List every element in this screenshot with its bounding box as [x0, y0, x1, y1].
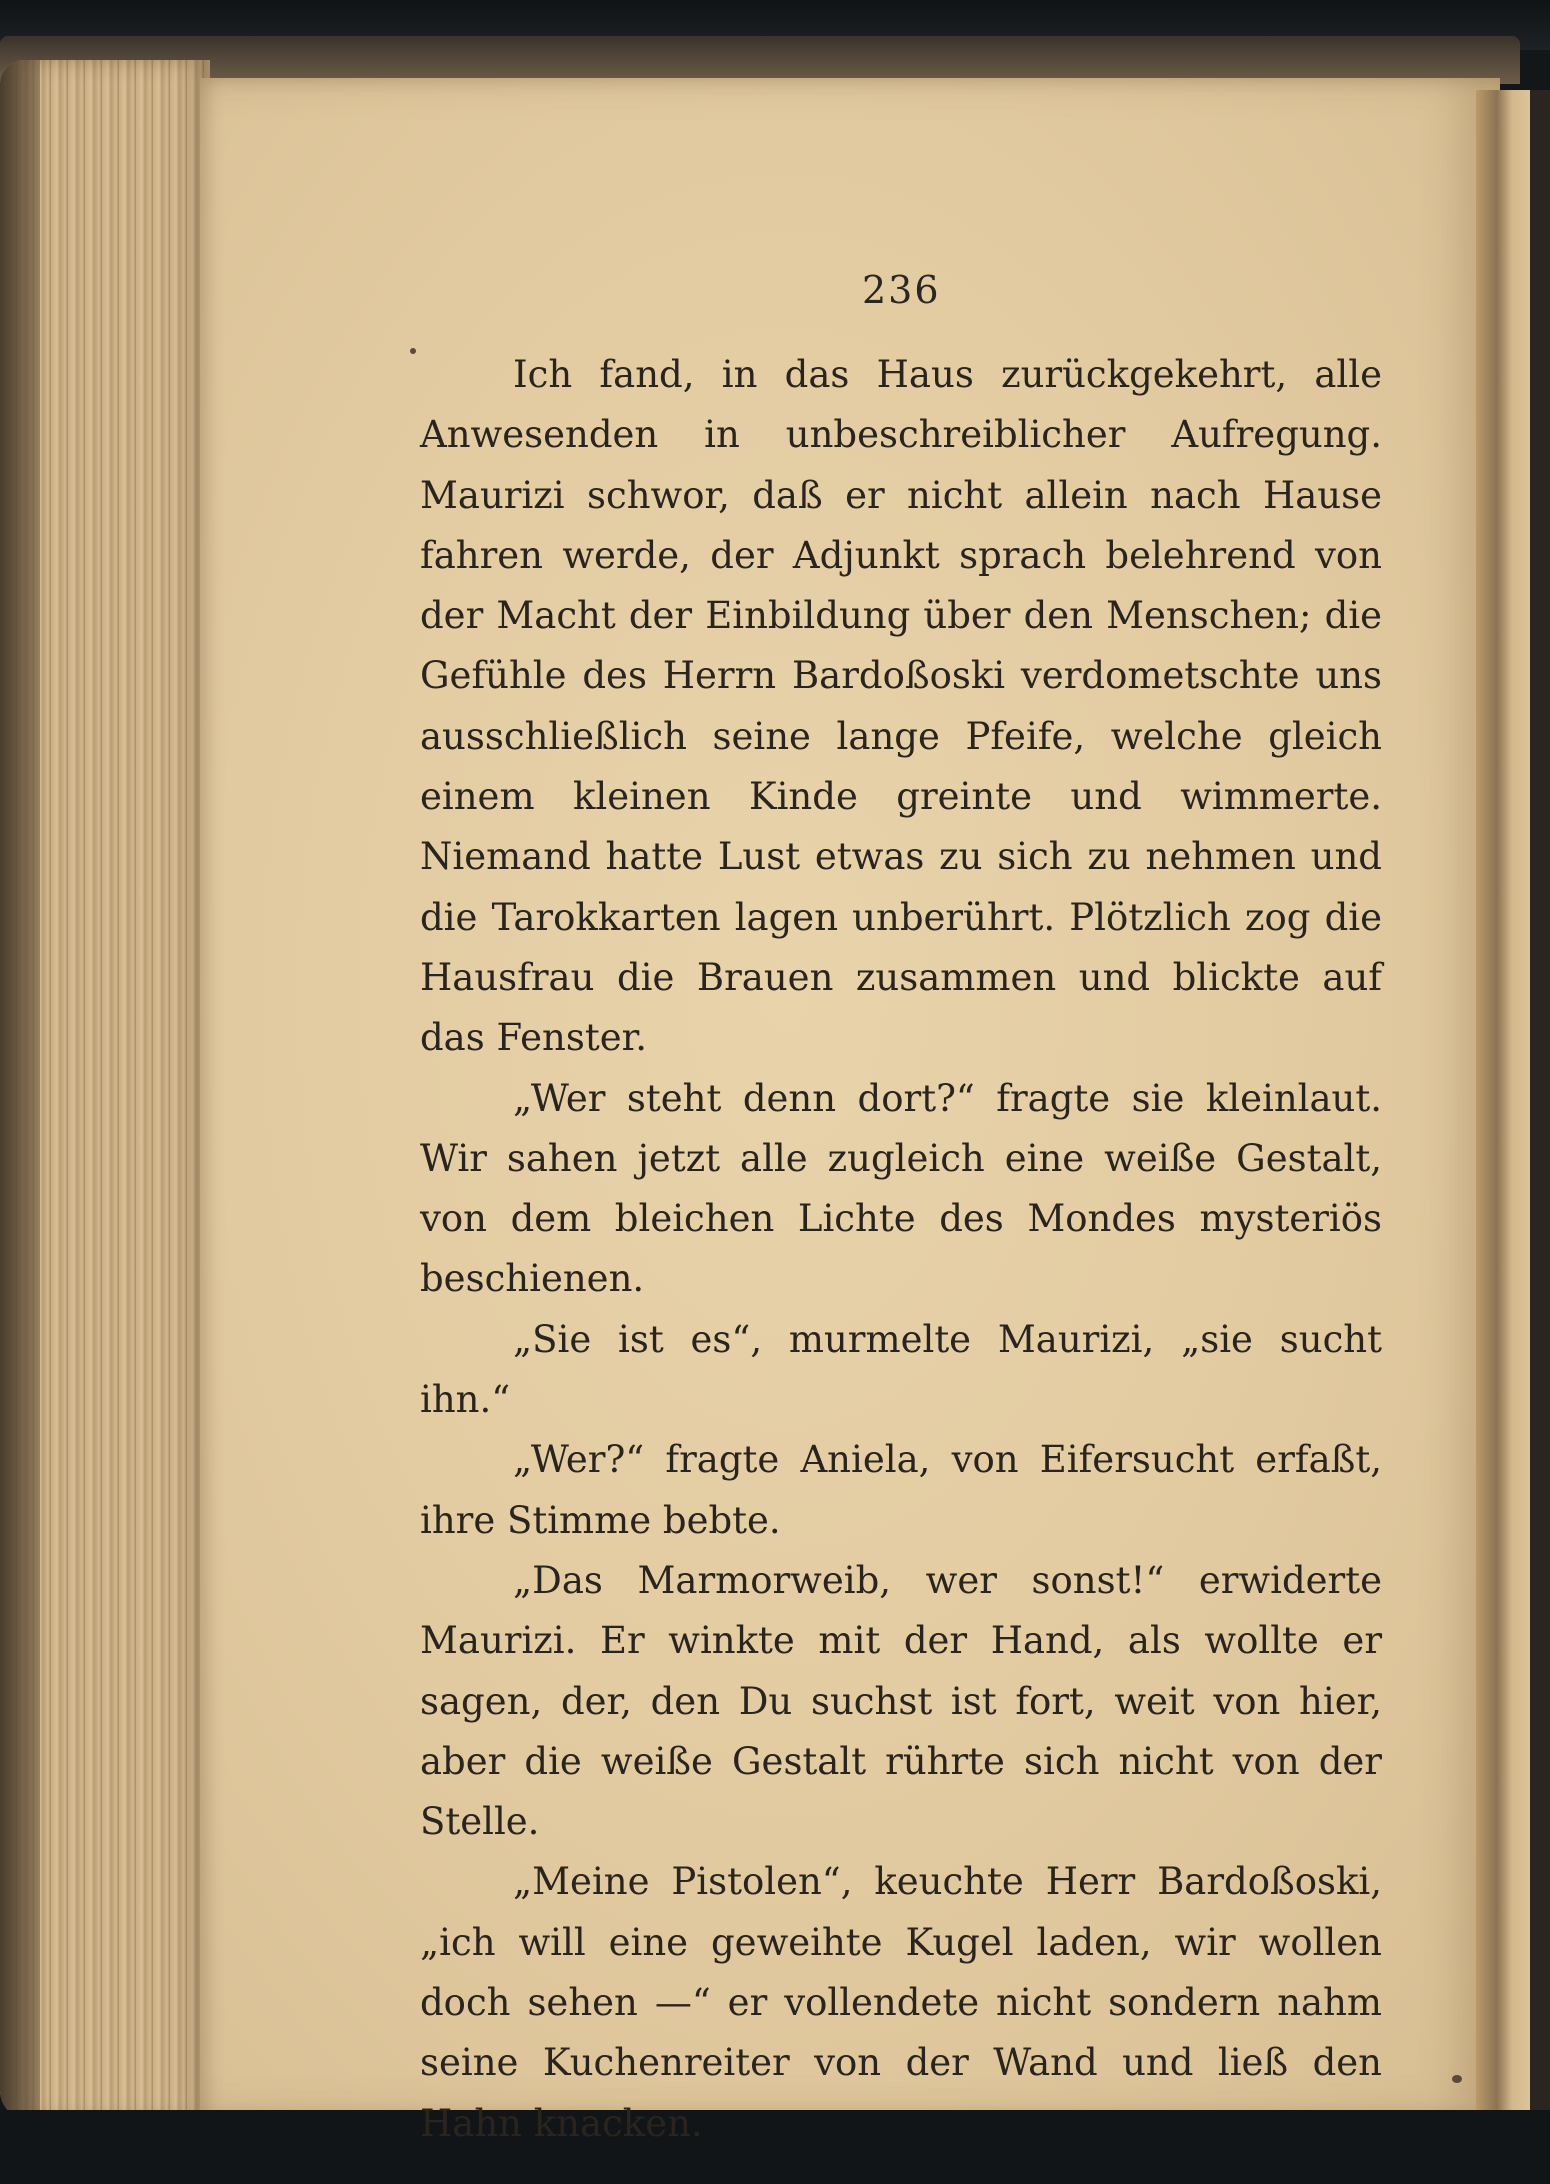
- paragraph-3: „Sie ist es“, murmelte Maurizi, „sie sucht ihn.“: [420, 1317, 1382, 1422]
- book-cover-edge: [0, 36, 1520, 84]
- page-number: 236: [862, 268, 941, 312]
- paragraph-1: Ich fand, in das Haus zurückgekehrt, alle Anwesenden in unbeschreiblicher Aufregung. Maurizi schwor, daß er nicht allein nach Hause fahren werde, der Adjunkt sprach belehrend von der Macht der Einbildung über den Menschen; die Gefühle des Herrn Bardoßoski verdometschte uns ausschließlich seine lange Pfeife, welche gleich einem kleinen Kinde greinte und wimmerte. Niemand hatte Lust etwas zu sich zu nehmen und die Tarokkarten lagen unberührt. Plötzlich zog die Hausfrau die Brauen zusammen und blickte auf das Fenster.: [420, 353, 1382, 1060]
- paragraph-6: „Meine Pistolen“, keuchte Herr Bardoßoski, „ich will eine geweihte Kugel laden, wir wollen doch sehen —“ er vollendete nicht sondern nahm seine Kuchenreiter von der Wand und ließ den Hahn knacken.: [420, 1860, 1382, 2145]
- paper-speck: [1452, 2075, 1462, 2083]
- page-stack-shadow: [0, 60, 40, 2120]
- right-page-edge: [1530, 90, 1550, 2120]
- paragraph-4: „Wer?“ fragte Aniela, von Eifersucht erfaßt, ihre Stimme bebte.: [420, 1438, 1382, 1542]
- paragraph-2: „Wer steht denn dort?“ fragte sie kleinlaut. Wir sahen jetzt alle zugleich eine weiße Gestalt, von dem bleichen Lichte des Mondes mysteriös beschienen.: [420, 1076, 1382, 1301]
- page-text: [420, 345, 1382, 2154]
- paragraph-5: „Das Marmorweib, wer sonst!“ erwiderte Maurizi. Er winkte mit der Hand, als wollte er sagen, der, den Du suchst ist fort, weit von hier, aber die weiße Gestalt rührte sich nicht von der Stelle.: [420, 1558, 1382, 1844]
- book-gutter: [1476, 90, 1536, 2120]
- paper-speck: [410, 348, 416, 354]
